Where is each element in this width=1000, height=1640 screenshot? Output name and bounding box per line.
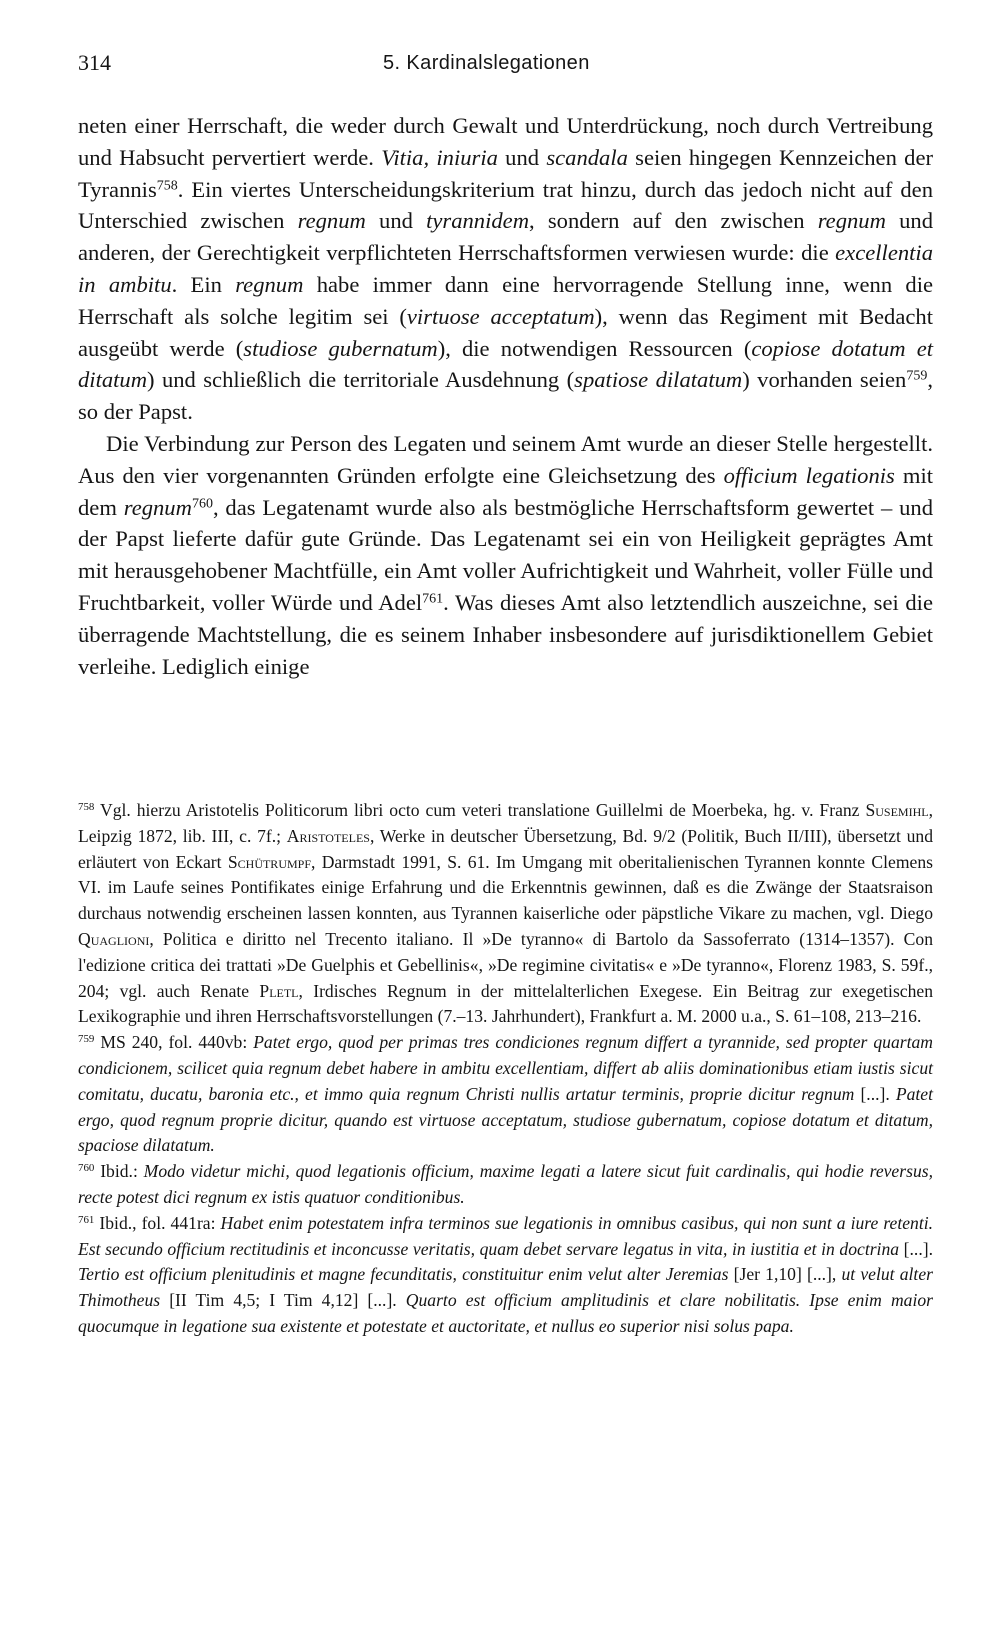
text-run: mit dem bbox=[78, 462, 934, 520]
text-run: Die Verbindung zur Person des Legaten und seinem Amt wurde an dieser Stelle hergestellt. Aus den vier vorgenannten Gründen erfolgte eine Gleichsetzung des bbox=[78, 430, 933, 488]
italic-run: Quarto est officium amplitudinis et clare nobilitatis. Ipse enim maior quocumque in legatione sua existente et potestate et auctoritate, et nullus eo superior nisi solus papa. bbox=[78, 1290, 933, 1336]
text-run: , das Legatenamt wurde also als bestmögliche Herrschaftsform gewertet – und der Papst lieferte dafür gute Gründe. Das Legatenamt sei ein von Heiligkeit geprägtes Amt mit herausgehobener Machtfülle, ein Amt voller Aufrichtigkeit und Wahrheit, voller Fülle und Fruchtbarkeit, voller Würde und Adel bbox=[78, 494, 933, 615]
text-run: MS 240, fol. 440vb: bbox=[94, 1032, 254, 1053]
italic-run: regnum bbox=[297, 208, 366, 234]
italic-run: Habet enim potestatem infra terminos sue legationis in omnibus casibus, qui non sunt a iure retenti. Est secundo officium rectitudinis et inconcusse veritatis, quam debet servare legatus in vita, in iustitia et in doctrina bbox=[78, 1212, 934, 1259]
italic-run: officium legationis bbox=[723, 462, 895, 488]
footnote-761 bbox=[78, 1211, 933, 1340]
author-name: Schütrumpf bbox=[227, 851, 311, 872]
footnote-759 bbox=[78, 1030, 933, 1159]
author-name: Quaglioni bbox=[78, 928, 150, 949]
italic-run: studiose gubernatum bbox=[243, 335, 438, 361]
text-run: ), die notwendigen Ressourcen ( bbox=[437, 335, 752, 361]
running-title: 5. Kardinalslegationen bbox=[383, 52, 590, 74]
text-run: , Leipzig 1872, lib. III, c. 7f.; bbox=[78, 800, 933, 846]
author-name: Susemihl bbox=[865, 800, 929, 820]
text-run: ) und schließlich die territoriale Ausdehnung ( bbox=[147, 367, 575, 393]
text-run: neten einer Herrschaft, die weder durch Gewalt und Unterdrückung, noch durch Vertreibung und Habsucht pervertiert werde. bbox=[78, 113, 933, 170]
footnote-760 bbox=[78, 1159, 933, 1211]
italic-run: regnum bbox=[235, 271, 304, 297]
text-run: und bbox=[497, 144, 547, 170]
footnote-ref-760: 760 bbox=[191, 495, 213, 511]
text-run: , Irdisches Regnum in der mittelalterlichen Exegese. Ein Beitrag zur exegetischen Lexikographie und ihren Herrschaftsvorstellungen (7.–13. Jahrhundert), Frankfurt a. M. 2000 u.a., S. 61–108, 213–216. bbox=[78, 980, 933, 1027]
italic-run: Patet ergo, quod per primas tres condiciones regnum differt a tyrannide, sed propter quartam condicionem, scilicet quia regnum debet habere in ambitu excellentiam, differt ab aliis dominationibus etiam iustis sicut comitatu, ducatu, baronia etc., et immo quia regnum Christi nullis artatur terminis, proprie dicitur regnum bbox=[78, 1032, 933, 1104]
text-run: . Ein viertes Unterscheidungskriterium trat hinzu, durch das jedoch nicht auf den Unterschied zwischen bbox=[78, 176, 933, 234]
italic-run: Modo videtur michi, quod legationis officium, maxime legati a latere sicut fuit cardinalis, qui hodie reversus, recte potest dici regnum ex istis quatuor conditionibus. bbox=[78, 1161, 933, 1207]
italic-run: copiose dotatum et ditatum bbox=[78, 335, 933, 393]
footnote-ref-758: 758 bbox=[156, 177, 178, 193]
text-run: [...]. bbox=[899, 1238, 933, 1259]
text-run: Vgl. hierzu Aristotelis Politicorum libri octo cum veteri translatione Guillelmi de Moerbeka, hg. v. Franz bbox=[94, 800, 866, 820]
text-run: . Ein bbox=[171, 271, 236, 297]
text-run: , so der Papst. bbox=[78, 367, 933, 425]
footnote-number: 761 bbox=[78, 1213, 95, 1226]
author-name: Aristoteles bbox=[286, 825, 370, 846]
text-run: Ibid.: bbox=[94, 1161, 144, 1182]
main-text bbox=[78, 110, 933, 682]
italic-run: Tertio est officium plenitudinis et magne fecunditatis, constituitur enim velut alter Jeremias bbox=[78, 1264, 729, 1285]
text-run: [Jer 1,10] [...], bbox=[728, 1264, 842, 1285]
text-run: und anderen, der Gerechtigkeit verpflichteten Herrschaftsformen verwiesen wurde: die bbox=[78, 208, 934, 266]
italic-run: regnum bbox=[817, 208, 886, 234]
text-run: und bbox=[365, 208, 427, 234]
text-run: , Werke in deutscher Übersetzung, Bd. 9/2 (Politik, Buch II/III), übersetzt und erläutert von Eckart bbox=[78, 825, 933, 872]
text-run: , Politica e diritto nel Trecento italiano. Il »De tyranno« di Bartolo da Sassoferrato (1314–1357). Con l'edizione critica dei trattati »De Guelphis et Gebellinis«, »De regimine civitatis« e »De tyranno«, Florenz 1983, S. 59f., 204; vgl. auch Renate bbox=[78, 928, 933, 1001]
text-run: , Darmstadt 1991, S. 61. Im Umgang mit oberitalienischen Tyrannen konnte Clemens VI. im Laufe seines Pontifikates einige Erfahrung und die Erkenntnis gewinnen, daß es die Zwänge der Staatsraison durchaus notwendig erscheinen lassen konnten, aus Tyrannen kaiserliche oder päpstliche Vikare zu machen, vgl. Diego bbox=[78, 851, 933, 924]
text-run: . Was dieses Amt also letztendlich auszeichne, sei die überragende Machtstellung, die es seinem Inhaber insbesondere auf jurisdiktionellem Gebiet verleihe. Lediglich einige bbox=[78, 589, 933, 679]
footnote-ref-761: 761 bbox=[422, 591, 444, 607]
author-name: Pletl bbox=[259, 980, 299, 1001]
text-run: habe immer dann eine hervorragende Stellung inne, wenn die Herrschaft als solche legitim sei ( bbox=[78, 271, 934, 329]
italic-run: tyrannidem bbox=[426, 208, 530, 234]
italic-run: ut velut alter Thimotheus bbox=[78, 1264, 933, 1311]
footnote-758 bbox=[78, 798, 933, 1030]
text-run: , sondern auf den zwischen bbox=[529, 208, 818, 234]
footnote-ref-759: 759 bbox=[906, 368, 928, 384]
footnotes bbox=[78, 798, 933, 1340]
text-run: seien hingegen Kennzeichen der Tyrannis bbox=[78, 144, 933, 202]
italic-run: Patet ergo, quod regnum proprie dicitur, quando est virtuose acceptatum, studiose gubernatum, copiose dotatum et ditatum, spaciose dilatatum. bbox=[78, 1083, 934, 1156]
paragraph-1 bbox=[78, 110, 933, 428]
paragraph-2 bbox=[78, 428, 933, 682]
page-number: 314 bbox=[78, 50, 111, 75]
footnote-number: 760 bbox=[78, 1162, 95, 1175]
italic-run: spatiose dilatatum bbox=[574, 367, 743, 393]
text-run: [...]. bbox=[854, 1083, 896, 1104]
text-run: [II Tim 4,5; I Tim 4,12] [...]. bbox=[160, 1290, 406, 1311]
text-run: Ibid., fol. 441ra: bbox=[94, 1212, 221, 1233]
footnote-number: 759 bbox=[78, 1033, 95, 1046]
italic-run: virtuose acceptatum bbox=[406, 303, 595, 329]
italic-run: scandala bbox=[546, 144, 628, 170]
text-run: ), wenn das Regiment mit Bedacht ausgeübt werde ( bbox=[78, 303, 933, 361]
italic-run: excellentia in ambitu bbox=[78, 240, 933, 297]
text-run: ) vorhanden seien bbox=[742, 367, 907, 393]
running-header bbox=[78, 50, 933, 80]
italic-run: regnum bbox=[123, 494, 192, 520]
footnote-number: 758 bbox=[78, 801, 95, 813]
italic-run: Vitia, iniuria bbox=[381, 144, 498, 170]
